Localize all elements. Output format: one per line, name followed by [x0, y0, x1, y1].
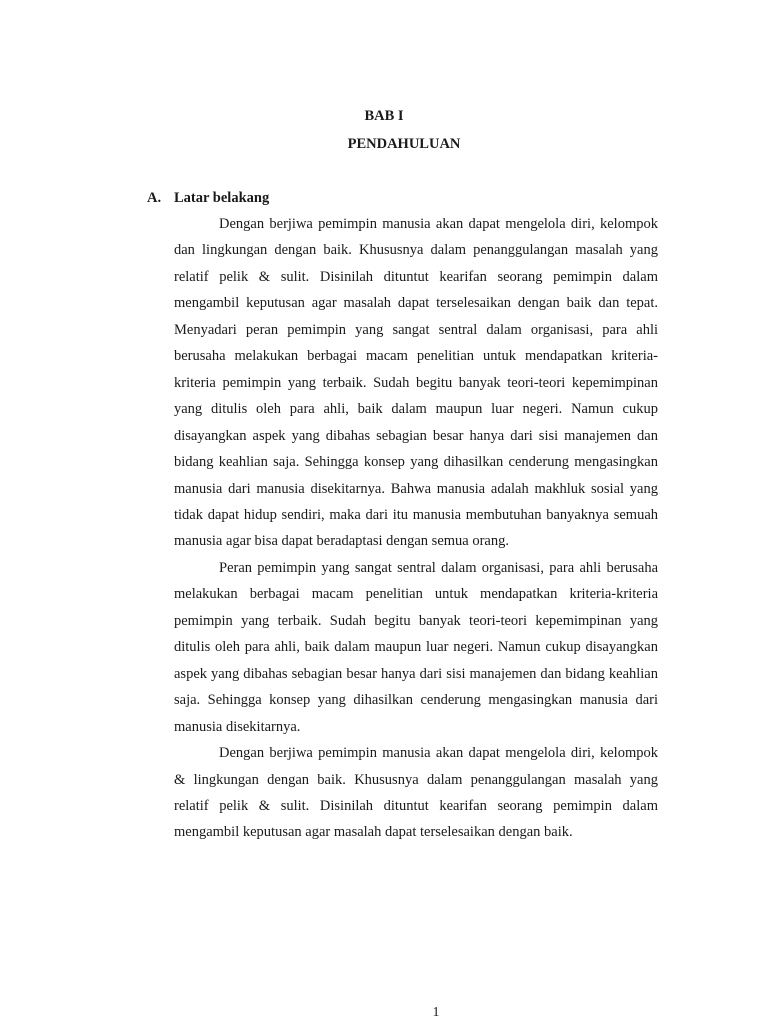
paragraph-1: Dengan berjiwa pemimpin manusia akan dapat mengelola diri, kelompok dan lingkungan dengan baik. Khususnya dalam penanggulangan masalah yang relatif pelik & sulit. Disinilah dituntut kearifan seorang pemimpin dalam mengambil keputusan agar masalah dapat terselesaikan dengan baik dan tepat. Menyadari peran pemimpin yang sangat sentral dalam organisasi, para ahli berusaha melakukan berbagai macam penelitian untuk mendapatkan kriteria-kriteria pemimpin yang terbaik. Sudah begitu banyak teori-teori kepemimpinan yang ditulis oleh para ahli, baik dalam maupun luar negeri. Namun cukup disayangkan aspek yang dibahas sebagian besar hanya dari sisi manajemen dan bidang keahlian saja. Sehingga konsep yang dihasilkan cenderung mengasingkan manusia dari manusia disekitarnya. Bahwa manusia adalah makhluk sosial yang tidak dapat hidup sendiri, maka dari itu manusia membutuhan banyaknya semuah manusia agar bisa dapat beradaptasi dengan semua orang. [174, 216, 658, 550]
section-heading [147, 190, 269, 207]
paragraph-2: Peran pemimpin yang sangat sentral dalam organisasi, para ahli berusaha melakukan berbagai macam penelitian untuk mendapatkan kriteria-kriteria pemimpin yang terbaik. Sudah begitu banyak teori-teori kepemimpinan yang ditulis oleh para ahli, baik dalam maupun luar negeri. Namun cukup disayangkan aspek yang dibahas sebagian besar hanya dari sisi manajemen dan bidang keahlian saja. Sehingga konsep yang dihasilkan cenderung mengasingkan manusia dari manusia disekitarnya. [174, 559, 658, 735]
section-marker: A. [147, 190, 162, 206]
body-text [174, 211, 658, 846]
chapter-number: BAB I [364, 108, 404, 124]
chapter-title: PENDAHULUAN [347, 136, 461, 152]
page-number: 1 [432, 1005, 440, 1020]
paragraph-3: Dengan berjiwa pemimpin manusia akan dapat mengelola diri, kelompok & lingkungan dengan baik. Khususnya dalam penanggulangan masalah yang relatif pelik & sulit. Disinilah dituntut kearifan seorang pemimpin dalam mengambil keputusan agar masalah dapat terselesaikan dengan baik. [174, 745, 658, 841]
section-title: Latar belakang [174, 190, 270, 206]
